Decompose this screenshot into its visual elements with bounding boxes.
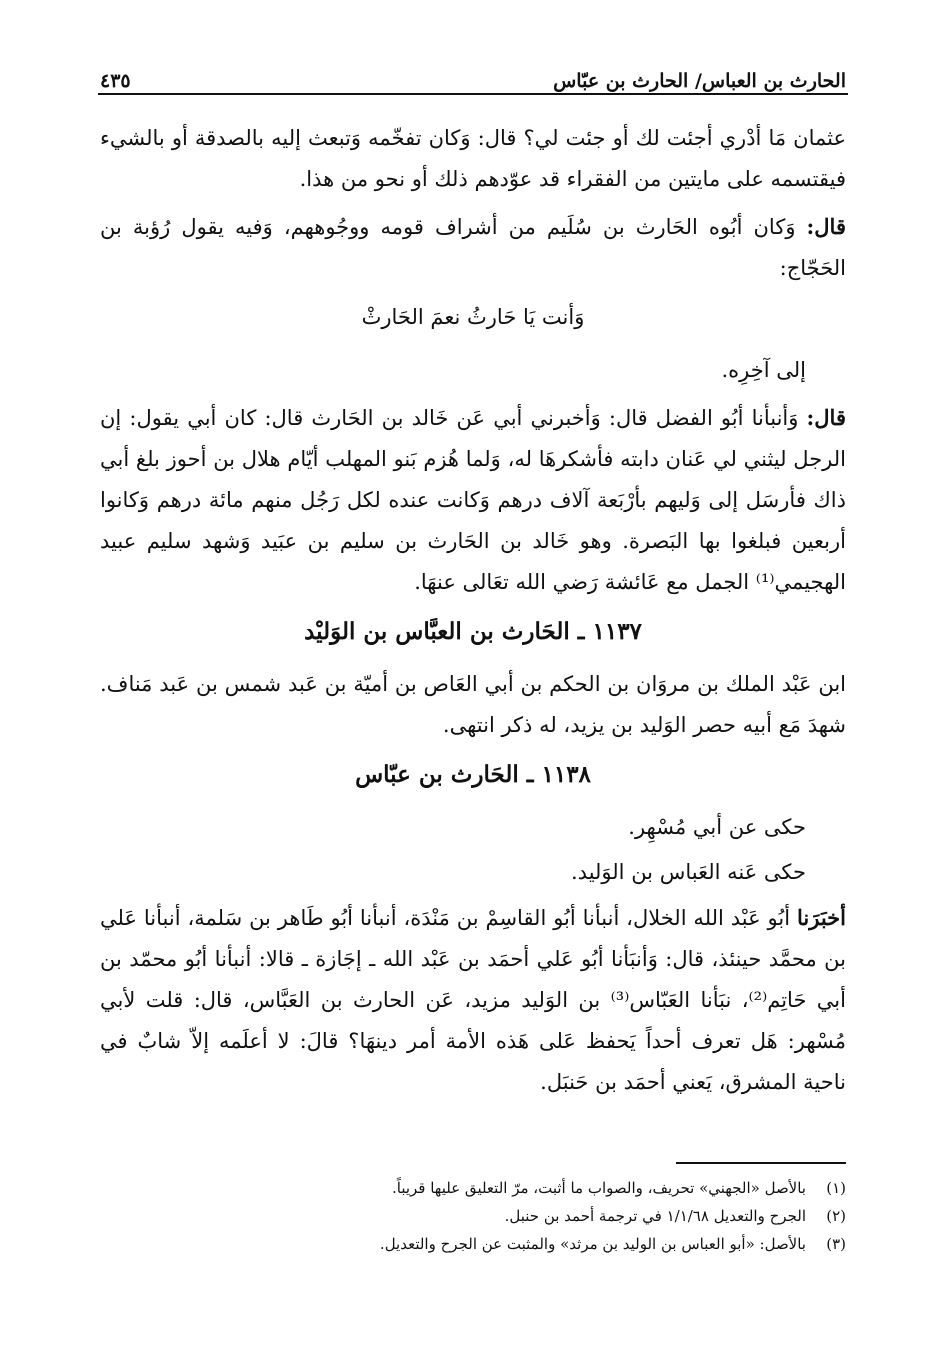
header-rule [98,93,848,95]
footnote-number: (١) [826,1179,846,1197]
page-number: ٤٣٥ [100,70,131,92]
footnote-text: الجرح والتعديل ١/١/٦٨ في ترجمة أحمد بن حنبل. [504,1207,806,1225]
paragraph-4: ابن عَبْد الملك بن مروَان بن الحكم بن أبي العَاص بن أميّة بن عَبد شمس بن عَبد مَناف. شهدَ مَع أبيه حصر الوَليد بن يزيد، له ذكر انتهى. [100,672,846,737]
footnote-number: (٢) [826,1207,846,1225]
footnotes [100,1174,846,1258]
paragraph-3-lead: قال: [806,405,846,430]
running-title: الحارث بن العباس/ الحارث بن عبّاس [553,70,846,92]
footnote-2 [100,1202,846,1230]
paragraph-7-lead: أخبَرَنا [797,905,846,930]
entry-title-1137: ١١٣٧ ـ الحَارث بن العبَّاس بن الوَليْد [304,618,642,645]
paragraph-3-text: وَأنبأنا أبُو الفضل قال: وَأخبرني أبي عَن خَالد بن الحَارث قال: كان أبي يقول: إن الرجل ليثني لي عَنان دابته فأشكرهَا له، وَلما هُزم بَنو المهلب أيّام هلال بن أحوز بلغ أبي ذاك فأرسَل إلى وَليهم بأرْبَعة آلاف درهم وَكانت عنده لكل رَجُل منهم مائة درهم وَكانوا أربعين فبلغوا بها البَصرة. وهو خَالد بن الحَارث بن سليم بن عبَيد وَشهد سليم عبيد الهجيمي⁽¹⁾ الجمل مع عَائشة رَضي الله تعَالى عنهَا. [100,406,846,594]
page-header [100,60,846,92]
after-verse: إلى آخِرِه. [721,358,806,382]
footnote-text: بالأصل «الجهني» تحريف، والصواب ما أثبت، مرّ التعليق عليها قريباً. [391,1179,806,1197]
paragraph-6: حكى عَنه العَباس بن الوَليد. [571,860,806,884]
paragraph-5: حكى عن أبي مُسْهِر. [628,815,806,839]
footnote-number: (٣) [826,1235,846,1253]
paragraph-3 [100,397,846,603]
footnote-3 [100,1230,846,1258]
paragraph-1: عثمان مَا أدْري أجئت لك أو جئت لي؟ قال: وَكان تفخّمه وَتبعث إليه بالصدقة أو بالشيء فيقتسمه على مايتين من الفقراء قد عوّدهم ذلك أو نحو من هذا. [100,126,846,191]
verse: وَأنت يَا حَارثُ نعمَ الحَارثْ [361,305,585,329]
footnote-rule [676,1162,846,1164]
paragraph-2-lead: قال: [806,214,846,239]
main-text [100,118,846,1109]
paragraph-2 [100,206,846,289]
paragraph-7 [100,897,846,1103]
paragraph-2-text: وَكان أبُوه الحَارث بن سُلَيم من أشراف قومه ووجُوههم، وَفيه يقول رُؤبة بن الحَجّاج: [100,215,846,280]
footnote-1 [100,1174,846,1202]
entry-title-1138: ١١٣٨ ـ الحَارث بن عبّاس [355,761,591,788]
footnote-text: بالأصل: «أبو العباس بن الوليد بن مرثد» والمثبت عن الجرح والتعديل. [379,1235,806,1253]
paragraph-7-text: أبُو عَبْد الله الخلال، أنبأنا أبُو القاسِمْ بن مَنْدَة، أنبأنا أبُو طَاهر بن سَلمة، أنبأنا عَلي بن محمَّد حينئذ، قال: وَأنبَأنا أبُو عَلي أحمَد بن عَبْد الله ـ إجَازة ـ قالا: أنبأنا أبُو محمّد بن أبي حَاتِم⁽²⁾، نبَأنا العَبّاس⁽³⁾ بن الوَليد مزيد، عَن الحارث بن العَبَّاس، قال: قلت لأبي مُسْهر: هَل تعرف أحداً يَحفظ عَلى هَذه الأمة أمر دينهَا؟ قالَ: لا أعلَمه إلاّ شابٌ في ناحية المشرق، يَعني أحمَد بن حَنبَل. [100,906,846,1094]
